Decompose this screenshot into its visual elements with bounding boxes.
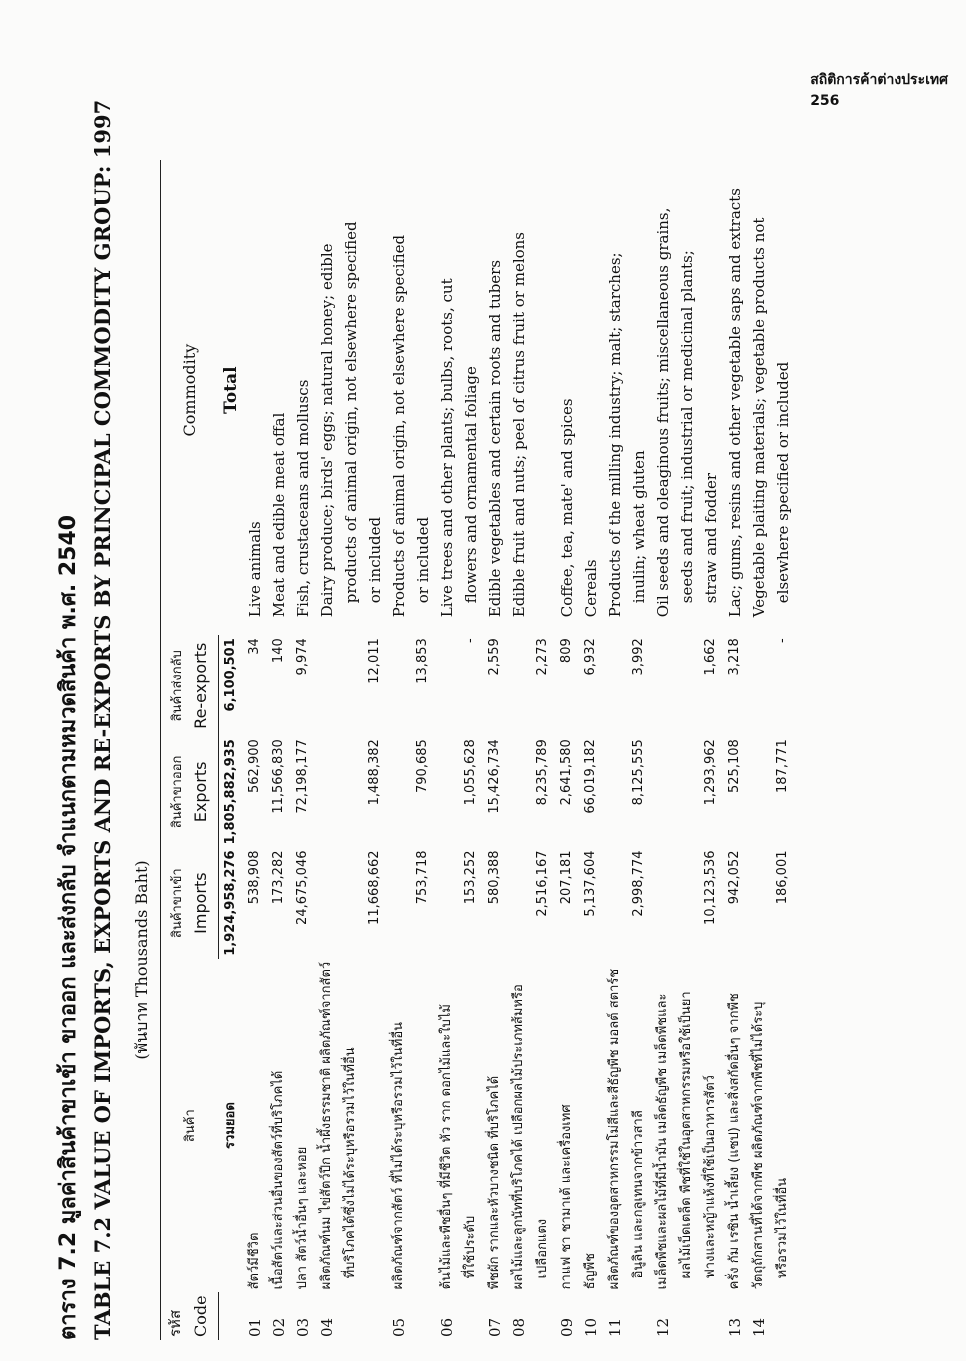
exports-header-thai: สินค้าขาออก	[161, 736, 190, 847]
table-row	[435, 160, 459, 1340]
row-commodity-english: flowers and ornamental foliage	[462, 366, 480, 604]
table-row	[507, 160, 531, 1340]
row-commodity-thai: ผลิตภัณฑ์นม ไข่สัตว์ปีก น้ำผึ้งธรรมชาติ ผลิตภัณฑ์จากสัตว์	[319, 961, 334, 1290]
row-reexports: 34	[247, 638, 262, 655]
total-label-thai: รวมยอด	[222, 1102, 238, 1149]
row-commodity-english: products of animal origin, not elsewhere specified	[342, 221, 360, 604]
row-exports	[387, 736, 411, 847]
row-commodity-english: elsewhere specified or included	[774, 361, 792, 604]
row-commodity-thai	[363, 959, 387, 1293]
row-code: 14	[750, 1317, 768, 1337]
row-exports	[315, 736, 339, 847]
row-reexports	[435, 635, 459, 736]
row-commodity-english: or included	[414, 516, 432, 604]
table-row	[339, 160, 363, 1340]
row-commodity-english: straw and fodder	[702, 472, 720, 604]
row-code: 03	[294, 1317, 312, 1337]
row-code: 06	[438, 1317, 456, 1337]
table-row	[699, 160, 723, 1340]
table-row	[723, 160, 747, 1340]
row-code: 13	[726, 1317, 744, 1337]
row-commodity-thai: ผลิตภัณฑ์ของอุตสาหกรรมโม่สีและสีธัญพืช มอลต์ สตาร์ช	[607, 968, 622, 1290]
table-row	[459, 160, 483, 1340]
row-imports: 942,052	[727, 850, 742, 905]
row-code: 11	[606, 1317, 624, 1337]
row-code: 01	[246, 1317, 264, 1337]
row-commodity-english: Coffee, tea, mate' and spices	[558, 398, 576, 618]
row-imports	[675, 848, 699, 959]
imports-header-thai: สินค้าขาเข้า	[161, 848, 190, 959]
table-row	[651, 160, 675, 1340]
row-commodity-english: or included	[366, 516, 384, 604]
row-commodity-thai: หรือรวมไว้ในที่อื่น	[775, 1177, 790, 1279]
row-exports: 8,125,555	[631, 739, 646, 806]
row-exports: 525,108	[727, 739, 742, 793]
row-code	[771, 1292, 795, 1340]
exports-header-english: Exports	[189, 736, 219, 847]
row-commodity-english: Fish, crustaceans and molluscs	[294, 379, 312, 618]
row-code: 04	[318, 1317, 336, 1337]
row-commodity-thai: เมล็ดพืชและผลไม้ที่มีน้ำมัน เมล็ดธัญพืช เมล็ดพืชและ	[655, 993, 670, 1290]
row-reexports	[651, 635, 675, 736]
row-imports	[435, 848, 459, 959]
row-code: 08	[510, 1317, 528, 1337]
row-reexports	[507, 635, 531, 736]
row-commodity-english: Products of animal origin, not elsewhere specified	[390, 234, 408, 618]
row-reexports	[339, 635, 363, 736]
row-reexports: 1,662	[703, 638, 718, 676]
row-exports: 15,426,734	[487, 739, 502, 814]
table-row	[555, 160, 579, 1340]
table-row	[627, 160, 651, 1340]
row-reexports	[747, 635, 771, 736]
table-row	[387, 160, 411, 1340]
row-reexports	[315, 635, 339, 736]
row-imports: 186,001	[775, 850, 790, 905]
row-code	[627, 1292, 651, 1340]
row-exports: 1,055,628	[463, 739, 478, 806]
row-exports	[339, 736, 363, 847]
row-reexports: 2,273	[535, 638, 550, 676]
row-exports	[507, 736, 531, 847]
row-code	[339, 1292, 363, 1340]
row-imports: 2,516,167	[535, 850, 550, 917]
table-row	[675, 160, 699, 1340]
section-title: สถิติการค้าต่างประเทศ	[810, 72, 948, 88]
row-commodity-thai: ที่ใช้ประดับ	[463, 1215, 478, 1279]
reexports-header-thai: สินค้าส่งกลับ	[161, 635, 190, 736]
unit-label: (พันบาท Thousands Baht)	[132, 860, 151, 1060]
row-reexports	[675, 635, 699, 736]
row-commodity-thai	[411, 959, 435, 1293]
row-code	[699, 1292, 723, 1340]
commodity-header-thai: สินค้า	[161, 959, 219, 1293]
row-commodity-thai: กาแฟ ชา ชามาเต้ และเครื่องเทศ	[559, 1104, 574, 1290]
row-code: 12	[654, 1317, 672, 1337]
row-exports: 8,235,789	[535, 739, 550, 806]
row-imports	[339, 848, 363, 959]
row-imports	[603, 848, 627, 959]
total-row	[219, 160, 244, 1340]
row-exports	[675, 736, 699, 847]
row-commodity-thai: ต้นไม้และพืชอื่นๆ ที่มีชีวิต หัว ราก ดอกไม้และใบไม้	[439, 1004, 454, 1290]
row-reexports: 140	[271, 638, 286, 664]
row-commodity-thai: ปลา สัตว์น้ำอื่นๆ และหอย	[295, 1146, 310, 1290]
row-commodity-english: Edible fruit and nuts; peel of citrus fruit or melons	[510, 231, 528, 618]
imports-header-english: Imports	[189, 848, 219, 959]
row-commodity-thai: ผลไม้และลูกนัทที่บริโภคได้ เปลือกผลไม้ประเภทส้มหรือ	[511, 984, 526, 1290]
row-code: 10	[582, 1317, 600, 1337]
reexports-header-english: Re-exports	[189, 635, 219, 736]
row-exports	[747, 736, 771, 847]
row-reexports: 2,559	[487, 638, 502, 676]
table-row	[531, 160, 555, 1340]
row-commodity-english: Cereals	[582, 559, 600, 618]
commodity-header-english: Commodity	[161, 160, 219, 635]
row-code	[459, 1292, 483, 1340]
row-code: 07	[486, 1317, 504, 1337]
row-imports: 173,282	[271, 850, 286, 905]
table-row	[267, 160, 291, 1340]
row-reexports: 809	[559, 638, 574, 664]
row-imports: 5,137,604	[583, 850, 598, 917]
table-row	[291, 160, 315, 1340]
row-imports	[507, 848, 531, 959]
table-row	[315, 160, 339, 1340]
row-exports: 790,685	[415, 739, 430, 793]
code-header-thai: รหัส	[161, 1292, 190, 1340]
row-imports: 11,668,662	[367, 850, 382, 925]
row-commodity-thai: ครั่ง กัม เรซิน น้ำเลี้ยง (แซป) และสิ่งสกัดอื่นๆ จากพืช	[727, 993, 742, 1290]
row-imports: 580,388	[487, 850, 502, 905]
row-commodity-thai: พืชผัก รากและหัวบางชนิด ที่บริโภคได้	[487, 1075, 502, 1290]
header-row-thai	[161, 160, 190, 1340]
row-commodity-english: inulin; wheat gluten	[630, 450, 648, 604]
page-header	[810, 70, 948, 112]
row-code: 09	[558, 1317, 576, 1337]
row-exports: 66,019,182	[583, 739, 598, 814]
row-commodity-thai: เปลือกแตง	[535, 1218, 550, 1279]
row-exports: 1,488,382	[367, 739, 382, 806]
row-reexports: -	[463, 638, 478, 643]
table-title-english: TABLE 7.2 VALUE OF IMPORTS, EXPORTS AND RE-EXPORTS BY PRINCIPAL COMMODITY GROUP: 1997	[90, 99, 115, 1340]
row-commodity-english	[531, 160, 555, 635]
table-row	[603, 160, 627, 1340]
row-code: 05	[390, 1317, 408, 1337]
row-exports	[651, 736, 675, 847]
total-reexports: 6,100,501	[223, 638, 238, 712]
row-commodity-thai: ฟางและหญ้าแห้งที่ใช้เป็นอาหารสัตว์	[703, 1075, 718, 1279]
row-imports	[747, 848, 771, 959]
row-exports: 187,771	[775, 739, 790, 793]
row-reexports: -	[775, 638, 790, 643]
row-reexports: 3,218	[727, 638, 742, 676]
row-commodity-english: seeds and fruit; industrial or medicinal plants;	[678, 250, 696, 604]
row-reexports: 3,992	[631, 638, 646, 676]
row-imports	[387, 848, 411, 959]
row-code	[675, 1292, 699, 1340]
row-exports: 72,198,177	[295, 739, 310, 814]
row-commodity-english: Meat and edible meat offal	[270, 412, 288, 618]
table-row	[411, 160, 435, 1340]
row-imports	[315, 848, 339, 959]
row-reexports: 12,011	[367, 638, 382, 684]
row-code: 02	[270, 1317, 288, 1337]
row-commodity-english: Products of the milling industry; malt; starches;	[606, 252, 624, 618]
row-commodity-english: Live animals	[246, 521, 264, 618]
row-imports: 24,675,046	[295, 850, 310, 925]
row-exports	[435, 736, 459, 847]
row-commodity-thai: เนื้อสัตว์และส่วนอื่นของสัตว์ที่บริโภคได้	[271, 1070, 286, 1290]
row-code	[411, 1292, 435, 1340]
row-imports	[651, 848, 675, 959]
code-header-english: Code	[189, 1292, 219, 1340]
row-exports	[603, 736, 627, 847]
total-label-english: Total	[220, 366, 241, 414]
row-commodity-thai: อินูลิน และกลูเทนจากข้าวสาลี	[631, 1110, 646, 1279]
row-reexports: 13,853	[415, 638, 430, 684]
row-imports: 10,123,536	[703, 850, 718, 925]
total-exports: 1,805,882,935	[223, 739, 238, 845]
row-commodity-thai: ผลิตภัณฑ์จากสัตว์ ที่ไม่ได้ระบุหรือรวมไว้ในที่อื่น	[391, 1021, 406, 1290]
page-number: 256	[810, 93, 840, 109]
table-row	[771, 160, 795, 1340]
row-commodity-english: Edible vegetables and certain roots and tubers	[486, 259, 504, 618]
row-commodity-english: Lac; gums, resins and other vegetable saps and extracts	[726, 188, 744, 618]
row-exports: 1,293,962	[703, 739, 718, 806]
row-reexports	[387, 635, 411, 736]
row-imports: 538,908	[247, 850, 262, 905]
row-exports: 11,566,830	[271, 739, 286, 814]
row-commodity-english: Vegetable plaiting materials; vegetable products not	[750, 217, 768, 618]
row-imports: 207,181	[559, 850, 574, 905]
commodity-table	[160, 160, 795, 1340]
total-imports: 1,924,958,276	[223, 850, 238, 956]
row-reexports	[603, 635, 627, 736]
row-imports: 153,252	[463, 850, 478, 905]
row-reexports: 6,932	[583, 638, 598, 676]
row-exports: 562,900	[247, 739, 262, 793]
table-row	[747, 160, 771, 1340]
row-code	[531, 1292, 555, 1340]
row-exports: 2,641,580	[559, 739, 574, 806]
row-reexports: 9,974	[295, 638, 310, 676]
table-row	[243, 160, 267, 1340]
row-imports: 753,718	[415, 850, 430, 905]
table-row	[363, 160, 387, 1340]
table-title-thai: ตาราง 7.2 มูลค่าสินค้าขาเข้า ขาออก และส่งกลับ จำแนกตามหมวดสินค้า พ.ศ. 2540	[56, 514, 81, 1340]
table-row	[483, 160, 507, 1340]
row-imports: 2,998,774	[631, 850, 646, 917]
row-commodity-thai: ผลไม้เบ็ดเตล็ด พืชที่ใช้ในอุตสาหกรรมหรือใช้เป็นยา	[679, 991, 694, 1279]
row-commodity-thai: วัตถุถักสานที่ได้จากพืช ผลิตภัณฑ์จากพืชที่ไม่ได้ระบุ	[751, 1001, 766, 1290]
row-commodity-english: Live trees and other plants; bulbs, roots, cut	[438, 278, 456, 618]
table-row	[579, 160, 603, 1340]
row-code	[363, 1292, 387, 1340]
table-body	[219, 160, 796, 1340]
row-commodity-english: Dairy produce; birds' eggs; natural honey; edible	[318, 243, 336, 618]
row-commodity-thai: ธัญพืช	[583, 1253, 598, 1290]
row-commodity-thai: ที่บริโภคได้ซึ่งไม่ได้ระบุหรือรวมไว้ในที่อื่น	[343, 1047, 358, 1279]
row-commodity-thai: สัตว์มีชีวิต	[247, 1232, 262, 1290]
row-commodity-english: Oil seeds and oleaginous fruits; miscellaneous grains,	[654, 207, 672, 618]
